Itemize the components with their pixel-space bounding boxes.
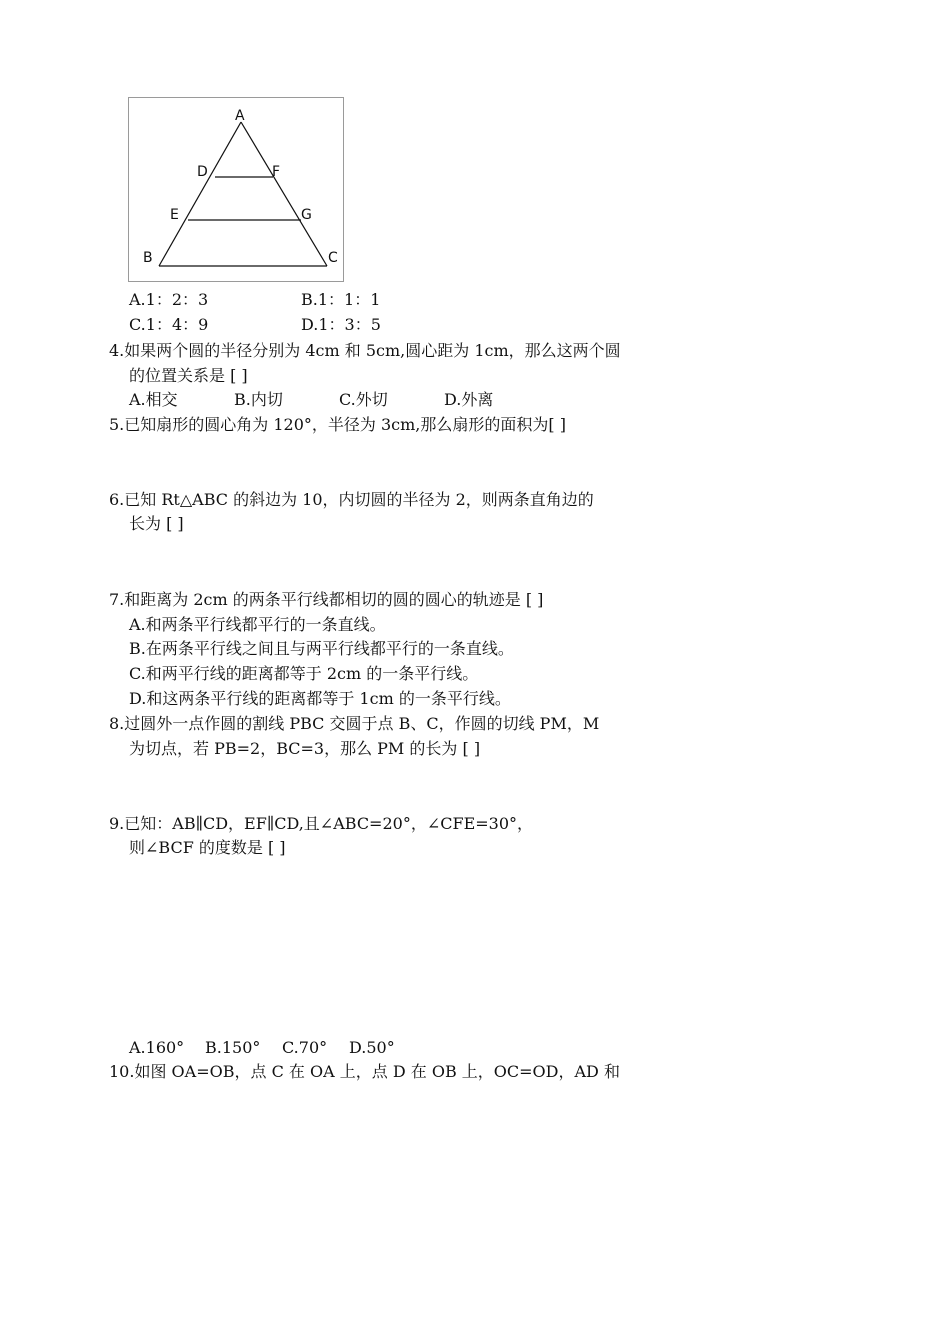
q7-option-c: C.和两平行线的距离都等于 2cm 的一条平行线。	[129, 664, 479, 683]
q9-option-c: C.70°	[282, 1038, 328, 1057]
triangle-diagram	[129, 98, 345, 283]
side-ac	[241, 122, 327, 266]
q7-option-a: A.和两条平行线都平行的一条直线。	[129, 615, 386, 634]
q3-option-c: C.1：4：9	[129, 315, 209, 334]
point-label-e: E	[170, 207, 179, 223]
q10-stem-line1: 10.如图 OA=OB，点 C 在 OA 上，点 D 在 OB 上，OC=OD，AD 和	[109, 1062, 620, 1081]
point-label-g: G	[301, 207, 312, 223]
side-ab	[159, 122, 241, 266]
q9-stem-line2: 则∠BCF 的度数是 [ ]	[129, 838, 286, 857]
point-label-f: F	[272, 164, 281, 180]
q9-option-d: D.50°	[349, 1038, 395, 1057]
triangle-figure	[128, 97, 344, 282]
q4-stem-line2: 的位置关系是 [ ]	[129, 366, 248, 385]
q4-option-c: C.外切	[339, 390, 388, 409]
q9-stem-line1: 9.已知：AB∥CD，EF∥CD,且∠ABC=20°，∠CFE=30°，	[109, 814, 534, 833]
q9-option-a: A.160°	[129, 1038, 185, 1057]
q3-option-a: A.1：2：3	[129, 290, 209, 309]
q3-option-b: B.1：1：1	[301, 290, 381, 309]
q5-stem-line1: 5.已知扇形的圆心角为 120°，半径为 3cm,那么扇形的面积为[ ]	[109, 415, 566, 434]
q3-option-d: D.1：3：5	[301, 315, 381, 334]
q6-stem-line2: 长为 [ ]	[129, 514, 184, 533]
q7-option-b: B.在两条平行线之间且与两平行线都平行的一条直线。	[129, 639, 514, 658]
q4-option-b: B.内切	[234, 390, 283, 409]
q8-stem-line2: 为切点，若 PB=2，BC=3，那么 PM 的长为 [ ]	[129, 739, 481, 758]
q7-stem-line1: 7.和距离为 2cm 的两条平行线都相切的圆的圆心的轨迹是 [ ]	[109, 590, 544, 609]
point-label-b: B	[143, 250, 153, 266]
q8-stem-line1: 8.过圆外一点作圆的割线 PBC 交圆于点 B、C，作圆的切线 PM，M	[109, 714, 600, 733]
q4-stem-line1: 4.如果两个圆的半径分别为 4cm 和 5cm,圆心距为 1cm，那么这两个圆	[109, 341, 621, 360]
point-label-a: A	[235, 108, 245, 124]
point-label-c: C	[328, 250, 338, 266]
q6-stem-line1: 6.已知 Rt△ABC 的斜边为 10，内切圆的半径为 2，则两条直角边的	[109, 490, 594, 509]
q4-option-d: D.外离	[444, 390, 494, 409]
q4-option-a: A.相交	[129, 390, 178, 409]
q7-option-d: D.和这两条平行线的距离都等于 1cm 的一条平行线。	[129, 689, 511, 708]
q9-option-b: B.150°	[205, 1038, 261, 1057]
point-label-d: D	[197, 164, 208, 180]
